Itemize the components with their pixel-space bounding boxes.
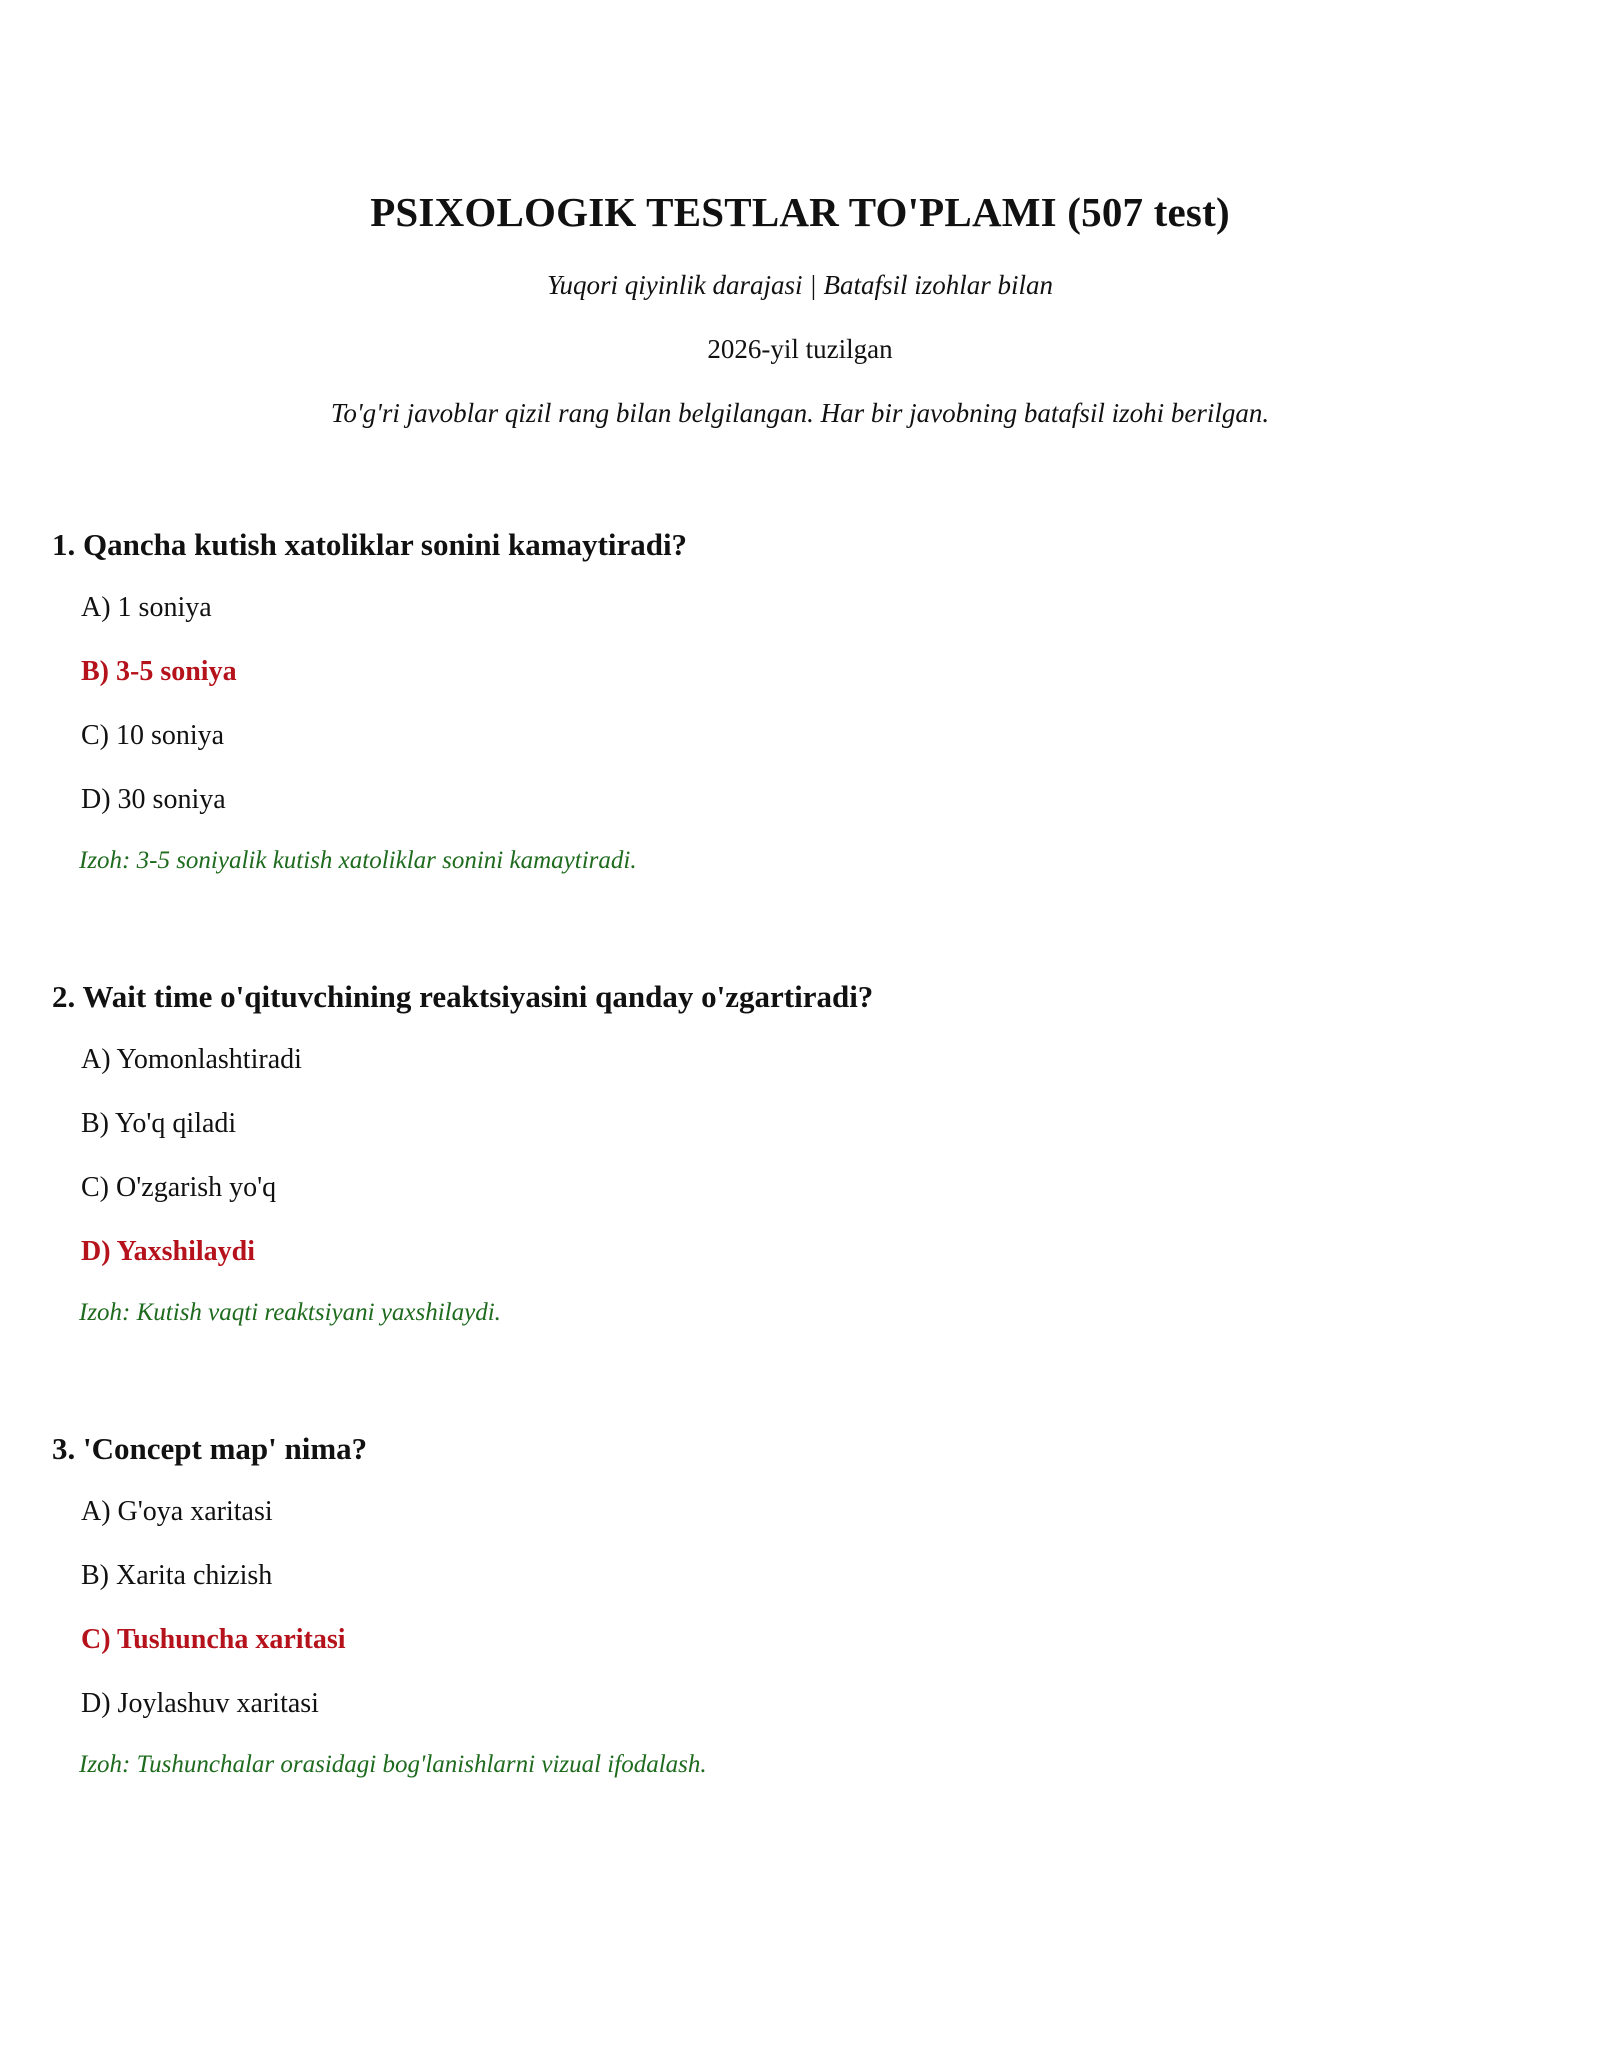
answer-option-c-correct: C) Tushuncha xaritasi	[81, 1624, 346, 1655]
question-2	[0, 977, 1600, 1357]
answer-option-b-correct: B) 3-5 soniya	[81, 656, 237, 687]
answer-option-a: A) G'oya xaritasi	[81, 1496, 273, 1527]
document-subtitle: Yuqori qiyinlik darajasi | Batafsil izohlar bilan	[547, 270, 1053, 300]
explanation-text: Izoh: 3-5 soniyalik kutish xatoliklar sonini kamaytiradi.	[79, 847, 637, 874]
question-text: 1. Qancha kutish xatoliklar sonini kamaytiradi?	[52, 527, 688, 562]
answer-option-c: C) O'zgarish yo'q	[81, 1172, 277, 1203]
document-note: To'g'ri javoblar qizil rang bilan belgilangan. Har bir javobning batafsil izohi berilgan.	[330, 398, 1270, 428]
explanation-text: Izoh: Kutish vaqti reaktsiyani yaxshilaydi.	[79, 1299, 501, 1326]
document-title: PSIXOLOGIK TESTLAR TO'PLAMI (507 test)	[370, 189, 1230, 235]
question-text: 3. 'Concept map' nima?	[52, 1431, 368, 1466]
question-1	[0, 525, 1600, 905]
question-text: 2. Wait time o'qituvchining reaktsiyasini qanday o'zgartiradi?	[52, 979, 874, 1014]
answer-option-d: D) 30 soniya	[81, 784, 226, 815]
explanation-text: Izoh: Tushunchalar orasidagi bog'lanishlarni vizual ifodalash.	[79, 1751, 707, 1778]
answer-option-b: B) Yo'q qiladi	[81, 1108, 237, 1139]
question-3	[0, 1429, 1600, 1809]
answer-option-b: B) Xarita chizish	[81, 1560, 273, 1591]
answer-option-a: A) 1 soniya	[81, 592, 212, 623]
document-year: 2026-yil tuzilgan	[707, 334, 893, 364]
answer-option-a: A) Yomonlashtiradi	[81, 1044, 302, 1075]
answer-option-c: C) 10 soniya	[81, 720, 225, 751]
answer-option-d: D) Joylashuv xaritasi	[81, 1688, 319, 1719]
answer-option-d-correct: D) Yaxshilaydi	[81, 1236, 256, 1267]
